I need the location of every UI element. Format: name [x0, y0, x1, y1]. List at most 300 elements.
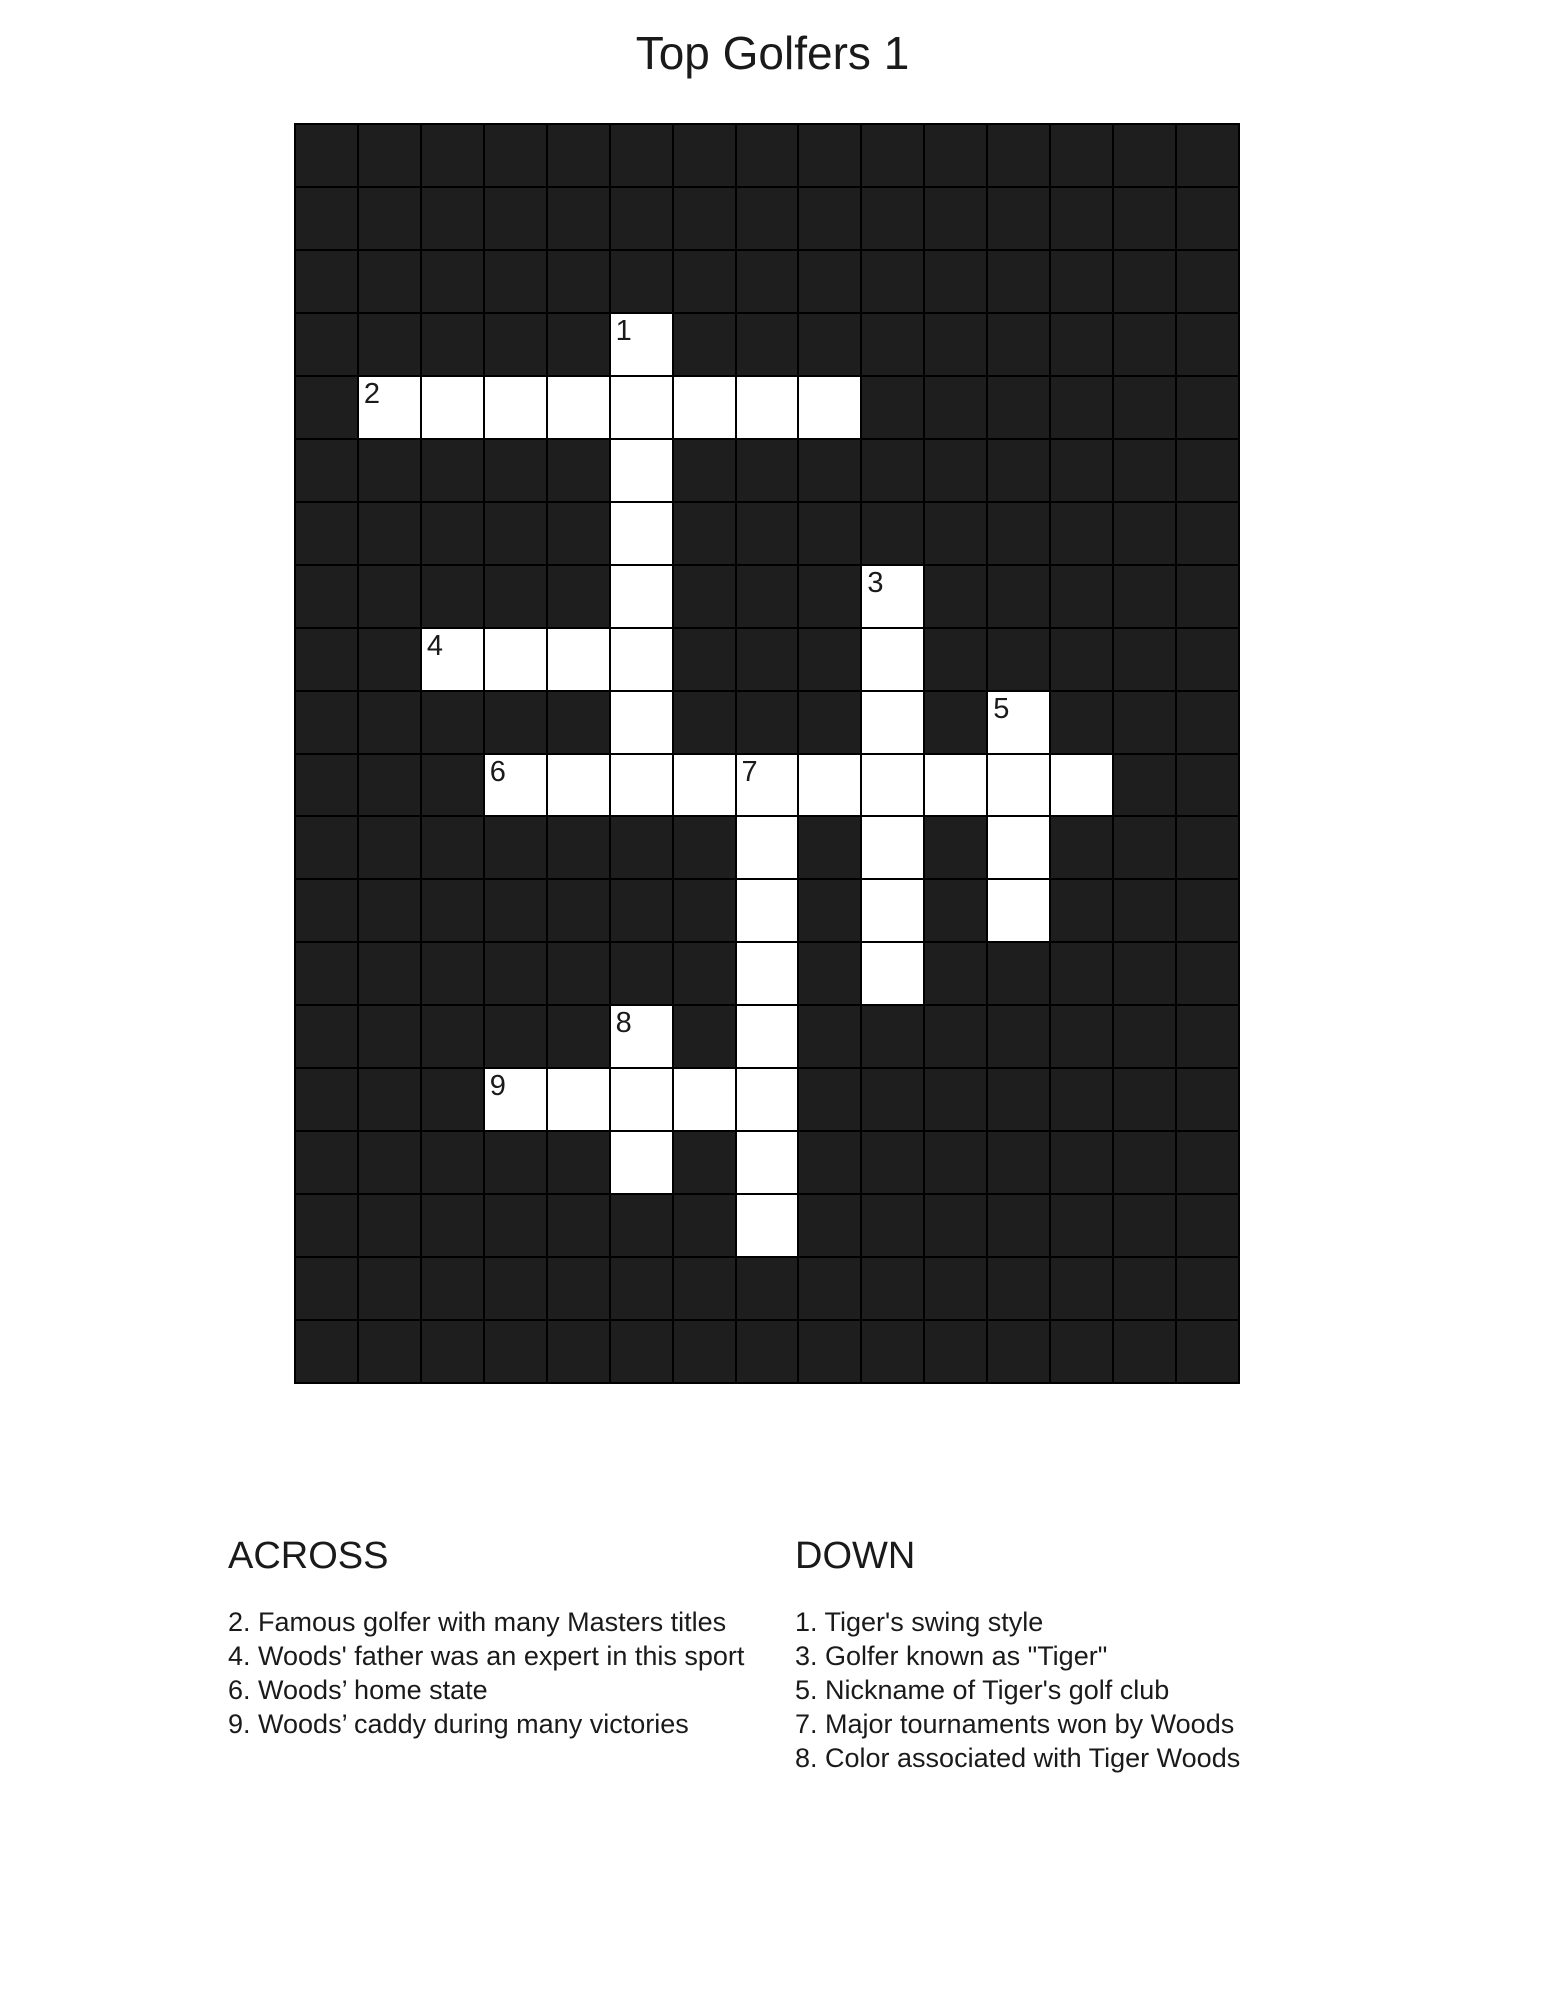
grid-cell-blocked	[548, 1321, 609, 1382]
grid-cell-blocked	[296, 440, 357, 501]
grid-cell-blocked	[1051, 503, 1112, 564]
grid-cell-blocked	[485, 314, 546, 375]
grid-cell-blocked	[988, 1069, 1049, 1130]
grid-cell-blocked	[1177, 251, 1238, 312]
grid-cell-open[interactable]	[548, 629, 609, 690]
grid-cell-blocked	[674, 440, 735, 501]
grid-cell-blocked	[988, 440, 1049, 501]
grid-cell-blocked	[485, 1006, 546, 1067]
grid-cell-blocked	[799, 1069, 860, 1130]
grid-cell-blocked	[548, 566, 609, 627]
grid-cell-blocked	[611, 188, 672, 249]
grid-cell-blocked	[925, 1321, 986, 1382]
grid-cell-blocked	[988, 1195, 1049, 1256]
grid-cell-blocked	[422, 125, 483, 186]
grid-cell-blocked	[925, 880, 986, 941]
grid-cell-open[interactable]	[611, 314, 672, 375]
grid-cell-open[interactable]	[485, 755, 546, 816]
grid-cell-open[interactable]	[737, 880, 798, 941]
grid-cell-blocked	[1177, 755, 1238, 816]
grid-cell-blocked	[1114, 880, 1175, 941]
grid-cell-blocked	[1114, 817, 1175, 878]
grid-cell-blocked	[1177, 1006, 1238, 1067]
grid-cell-blocked	[862, 251, 923, 312]
grid-cell-blocked	[799, 125, 860, 186]
grid-cell-blocked	[422, 943, 483, 1004]
grid-cell-blocked	[674, 692, 735, 753]
grid-cell-open[interactable]	[611, 1132, 672, 1193]
grid-cell-blocked	[359, 817, 420, 878]
grid-cell-blocked	[862, 1069, 923, 1130]
grid-cell-blocked	[862, 125, 923, 186]
grid-cell-blocked	[988, 1006, 1049, 1067]
grid-cell-blocked	[674, 880, 735, 941]
grid-cell-open[interactable]	[988, 755, 1049, 816]
clue-number: 4	[426, 629, 443, 662]
grid-cell-blocked	[422, 880, 483, 941]
across-clue: 2. Famous golfer with many Masters titles	[228, 1607, 727, 1637]
grid-cell-blocked	[737, 188, 798, 249]
grid-cell-blocked	[674, 1006, 735, 1067]
grid-cell-blocked	[737, 629, 798, 690]
clue-number: 5	[993, 692, 1010, 725]
grid-cell-blocked	[296, 1321, 357, 1382]
grid-cell-open[interactable]	[862, 629, 923, 690]
grid-cell-open[interactable]	[611, 1069, 672, 1130]
clue-number: 8	[615, 1007, 632, 1040]
clue-number: 1	[615, 314, 632, 347]
crossword-grid	[294, 123, 1240, 1384]
grid-cell-open[interactable]	[862, 755, 923, 816]
down-clue: 1. Tiger's swing style	[795, 1607, 1044, 1637]
grid-cell-blocked	[925, 1069, 986, 1130]
grid-cell-blocked	[737, 692, 798, 753]
grid-cell-blocked	[485, 692, 546, 753]
grid-cell-blocked	[925, 314, 986, 375]
grid-cell-open[interactable]	[799, 377, 860, 438]
grid-cell-open[interactable]	[737, 1069, 798, 1130]
grid-cell-blocked	[988, 188, 1049, 249]
grid-cell-open[interactable]	[611, 755, 672, 816]
grid-cell-blocked	[359, 1195, 420, 1256]
grid-cell-blocked	[296, 817, 357, 878]
grid-cell-blocked	[988, 1258, 1049, 1319]
grid-cell-blocked	[799, 503, 860, 564]
grid-cell-blocked	[674, 188, 735, 249]
grid-cell-blocked	[799, 817, 860, 878]
grid-cell-blocked	[1051, 440, 1112, 501]
grid-cell-open[interactable]	[674, 755, 735, 816]
grid-cell-blocked	[359, 503, 420, 564]
grid-cell-blocked	[611, 251, 672, 312]
grid-cell-blocked	[611, 943, 672, 1004]
grid-cell-blocked	[737, 1258, 798, 1319]
grid-cell-blocked	[925, 943, 986, 1004]
grid-cell-blocked	[1114, 1258, 1175, 1319]
grid-cell-blocked	[925, 377, 986, 438]
grid-cell-blocked	[485, 1132, 546, 1193]
grid-cell-blocked	[1177, 692, 1238, 753]
grid-cell-blocked	[1114, 1069, 1175, 1130]
grid-cell-blocked	[296, 251, 357, 312]
grid-cell-blocked	[799, 692, 860, 753]
grid-cell-open[interactable]	[422, 377, 483, 438]
grid-cell-blocked	[359, 314, 420, 375]
grid-cell-blocked	[296, 943, 357, 1004]
grid-cell-open[interactable]	[799, 755, 860, 816]
across-clue: 9. Woods’ caddy during many victories	[228, 1709, 689, 1739]
grid-cell-blocked	[422, 503, 483, 564]
grid-cell-blocked	[1177, 566, 1238, 627]
grid-cell-blocked	[548, 1195, 609, 1256]
grid-cell-blocked	[925, 125, 986, 186]
grid-cell-blocked	[1114, 1132, 1175, 1193]
grid-cell-blocked	[548, 251, 609, 312]
clue-number: 9	[489, 1070, 506, 1103]
grid-cell-blocked	[925, 503, 986, 564]
grid-cell-blocked	[862, 188, 923, 249]
grid-cell-blocked	[296, 755, 357, 816]
grid-cell-blocked	[799, 188, 860, 249]
grid-cell-blocked	[925, 440, 986, 501]
grid-cell-blocked	[485, 1258, 546, 1319]
grid-cell-blocked	[925, 188, 986, 249]
grid-cell-blocked	[1114, 1006, 1175, 1067]
grid-cell-blocked	[1177, 943, 1238, 1004]
grid-cell-open[interactable]	[988, 692, 1049, 753]
grid-cell-open[interactable]	[422, 629, 483, 690]
grid-cell-blocked	[548, 188, 609, 249]
grid-cell-open[interactable]	[548, 1069, 609, 1130]
grid-cell-blocked	[611, 1195, 672, 1256]
grid-cell-blocked	[296, 1069, 357, 1130]
grid-cell-blocked	[737, 440, 798, 501]
grid-cell-blocked	[988, 629, 1049, 690]
grid-cell-blocked	[862, 1321, 923, 1382]
grid-cell-blocked	[988, 566, 1049, 627]
grid-cell-blocked	[359, 1258, 420, 1319]
across-clue: 4. Woods' father was an expert in this sport	[228, 1641, 745, 1671]
grid-cell-blocked	[548, 1258, 609, 1319]
grid-cell-blocked	[296, 1195, 357, 1256]
grid-cell-blocked	[1177, 1069, 1238, 1130]
clue-number: 2	[363, 377, 381, 410]
grid-cell-blocked	[1051, 251, 1112, 312]
grid-cell-blocked	[925, 1006, 986, 1067]
grid-cell-blocked	[296, 188, 357, 249]
grid-cell-open[interactable]	[862, 566, 923, 627]
grid-cell-blocked	[422, 188, 483, 249]
grid-cell-blocked	[548, 440, 609, 501]
grid-cell-blocked	[485, 1195, 546, 1256]
grid-cell-blocked	[925, 251, 986, 312]
grid-cell-open[interactable]	[548, 755, 609, 816]
down-clue: 8. Color associated with Tiger Woods	[795, 1743, 1241, 1773]
down-heading: DOWN	[795, 1535, 916, 1577]
grid-cell-blocked	[296, 1132, 357, 1193]
grid-cell-open[interactable]	[548, 377, 609, 438]
grid-cell-blocked	[296, 314, 357, 375]
grid-cell-blocked	[862, 1195, 923, 1256]
grid-cell-blocked	[359, 692, 420, 753]
grid-cell-blocked	[485, 503, 546, 564]
grid-cell-blocked	[1114, 1321, 1175, 1382]
grid-cell-blocked	[422, 817, 483, 878]
grid-cell-blocked	[799, 943, 860, 1004]
grid-cell-open[interactable]	[737, 377, 798, 438]
grid-cell-blocked	[1051, 1069, 1112, 1130]
grid-cell-blocked	[862, 1132, 923, 1193]
grid-cell-open[interactable]	[1051, 755, 1112, 816]
grid-cell-blocked	[925, 1195, 986, 1256]
grid-cell-blocked	[674, 1258, 735, 1319]
grid-cell-blocked	[485, 440, 546, 501]
grid-cell-blocked	[296, 629, 357, 690]
grid-cell-blocked	[1051, 1006, 1112, 1067]
grid-cell-blocked	[674, 314, 735, 375]
grid-cell-blocked	[485, 880, 546, 941]
grid-cell-blocked	[1051, 1258, 1112, 1319]
grid-cell-blocked	[799, 566, 860, 627]
grid-cell-blocked	[422, 1321, 483, 1382]
grid-cell-blocked	[359, 1132, 420, 1193]
grid-cell-blocked	[799, 440, 860, 501]
grid-cell-blocked	[799, 1132, 860, 1193]
grid-cell-blocked	[1177, 125, 1238, 186]
grid-cell-blocked	[799, 1321, 860, 1382]
grid-cell-blocked	[422, 440, 483, 501]
grid-cell-blocked	[988, 1321, 1049, 1382]
grid-cell-blocked	[359, 566, 420, 627]
grid-cell-blocked	[737, 503, 798, 564]
grid-cell-blocked	[1114, 125, 1175, 186]
grid-cell-blocked	[485, 566, 546, 627]
grid-cell-blocked	[1177, 314, 1238, 375]
grid-cell-blocked	[548, 1132, 609, 1193]
grid-cell-blocked	[1114, 251, 1175, 312]
grid-cell-blocked	[422, 1258, 483, 1319]
grid-cell-open[interactable]	[485, 1069, 546, 1130]
grid-cell-blocked	[862, 1258, 923, 1319]
grid-cell-blocked	[1177, 1195, 1238, 1256]
grid-cell-blocked	[1114, 755, 1175, 816]
grid-cell-blocked	[359, 629, 420, 690]
grid-cell-blocked	[1051, 566, 1112, 627]
grid-cell-blocked	[359, 188, 420, 249]
grid-cell-blocked	[611, 125, 672, 186]
grid-cell-blocked	[674, 503, 735, 564]
grid-cell-open[interactable]	[737, 1006, 798, 1067]
grid-cell-blocked	[1051, 1195, 1112, 1256]
grid-cell-blocked	[988, 503, 1049, 564]
grid-cell-blocked	[1177, 1258, 1238, 1319]
grid-cell-blocked	[988, 377, 1049, 438]
grid-cell-open[interactable]	[737, 943, 798, 1004]
grid-cell-blocked	[422, 755, 483, 816]
grid-cell-blocked	[548, 943, 609, 1004]
grid-cell-blocked	[1177, 880, 1238, 941]
grid-cell-open[interactable]	[359, 377, 420, 438]
grid-cell-blocked	[296, 692, 357, 753]
clue-number: 3	[867, 566, 884, 599]
grid-cell-blocked	[925, 692, 986, 753]
grid-cell-blocked	[1177, 503, 1238, 564]
page-title: Top Golfers 1	[635, 27, 910, 79]
grid-cell-blocked	[296, 1258, 357, 1319]
grid-cell-blocked	[359, 440, 420, 501]
grid-cell-blocked	[422, 1006, 483, 1067]
grid-cell-blocked	[422, 692, 483, 753]
grid-cell-open[interactable]	[611, 566, 672, 627]
across-clue: 6. Woods’ home state	[228, 1675, 488, 1705]
grid-cell-blocked	[988, 943, 1049, 1004]
grid-cell-blocked	[925, 817, 986, 878]
grid-cell-open[interactable]	[737, 755, 798, 816]
grid-cell-blocked	[359, 1069, 420, 1130]
grid-cell-blocked	[1051, 188, 1112, 249]
grid-cell-open[interactable]	[611, 629, 672, 690]
grid-cell-open[interactable]	[737, 817, 798, 878]
grid-cell-open[interactable]	[737, 1132, 798, 1193]
grid-cell-open[interactable]	[611, 1006, 672, 1067]
grid-cell-blocked	[296, 503, 357, 564]
grid-cell-blocked	[1114, 1195, 1175, 1256]
grid-cell-blocked	[1051, 817, 1112, 878]
grid-cell-blocked	[296, 377, 357, 438]
grid-cell-open[interactable]	[988, 817, 1049, 878]
grid-cell-blocked	[1114, 943, 1175, 1004]
grid-cell-blocked	[988, 1132, 1049, 1193]
grid-cell-blocked	[862, 440, 923, 501]
grid-cell-blocked	[548, 125, 609, 186]
grid-cell-blocked	[1051, 880, 1112, 941]
grid-cell-blocked	[674, 817, 735, 878]
down-clue: 7. Major tournaments won by Woods	[795, 1709, 1235, 1739]
grid-cell-blocked	[737, 125, 798, 186]
grid-cell-blocked	[1114, 314, 1175, 375]
grid-cell-open[interactable]	[611, 377, 672, 438]
grid-cell-open[interactable]	[611, 503, 672, 564]
across-clues-section	[228, 1535, 748, 1742]
grid-cell-blocked	[485, 943, 546, 1004]
grid-cell-open[interactable]	[485, 377, 546, 438]
down-clue: 5. Nickname of Tiger's golf club	[795, 1675, 1170, 1705]
across-heading: ACROSS	[228, 1535, 389, 1577]
grid-cell-blocked	[1114, 629, 1175, 690]
grid-cell-blocked	[737, 314, 798, 375]
grid-cell-blocked	[988, 314, 1049, 375]
grid-cell-blocked	[422, 1069, 483, 1130]
grid-cell-blocked	[548, 1006, 609, 1067]
grid-cell-blocked	[925, 1132, 986, 1193]
grid-cell-blocked	[359, 1321, 420, 1382]
grid-cell-blocked	[611, 1258, 672, 1319]
grid-cell-blocked	[1177, 1132, 1238, 1193]
grid-cell-blocked	[1051, 314, 1112, 375]
grid-cell-blocked	[611, 880, 672, 941]
grid-cell-blocked	[422, 314, 483, 375]
grid-cell-blocked	[862, 1006, 923, 1067]
grid-cell-blocked	[1051, 692, 1112, 753]
grid-cell-blocked	[359, 125, 420, 186]
grid-cell-blocked	[485, 188, 546, 249]
grid-cell-blocked	[737, 1321, 798, 1382]
grid-cell-blocked	[1114, 188, 1175, 249]
grid-cell-blocked	[674, 1321, 735, 1382]
grid-cell-blocked	[1177, 188, 1238, 249]
grid-cell-blocked	[1114, 566, 1175, 627]
grid-cell-blocked	[485, 817, 546, 878]
down-clue-list	[795, 1606, 1315, 1775]
grid-cell-open[interactable]	[611, 692, 672, 753]
grid-cell-blocked	[422, 251, 483, 312]
grid-cell-blocked	[799, 314, 860, 375]
grid-cell-blocked	[485, 1321, 546, 1382]
grid-cell-blocked	[548, 817, 609, 878]
grid-cell-blocked	[674, 1132, 735, 1193]
grid-cell-blocked	[548, 503, 609, 564]
grid-cell-open[interactable]	[737, 1195, 798, 1256]
grid-cell-blocked	[485, 251, 546, 312]
grid-cell-blocked	[1177, 377, 1238, 438]
grid-cell-blocked	[799, 1195, 860, 1256]
grid-cell-open[interactable]	[862, 692, 923, 753]
grid-cell-blocked	[1051, 1321, 1112, 1382]
grid-cell-blocked	[422, 566, 483, 627]
grid-cell-blocked	[359, 251, 420, 312]
grid-cell-blocked	[296, 566, 357, 627]
grid-cell-blocked	[359, 755, 420, 816]
grid-cell-blocked	[611, 817, 672, 878]
grid-cell-blocked	[359, 880, 420, 941]
grid-cell-blocked	[548, 314, 609, 375]
grid-cell-blocked	[862, 377, 923, 438]
grid-cell-blocked	[988, 251, 1049, 312]
grid-cell-blocked	[422, 1195, 483, 1256]
grid-cell-blocked	[925, 1258, 986, 1319]
grid-cell-open[interactable]	[925, 755, 986, 816]
grid-cell-blocked	[799, 1006, 860, 1067]
grid-cell-blocked	[611, 1321, 672, 1382]
grid-cell-blocked	[1114, 440, 1175, 501]
grid-cell-blocked	[1051, 377, 1112, 438]
grid-cell-blocked	[296, 1006, 357, 1067]
grid-cell-blocked	[988, 125, 1049, 186]
grid-cell-blocked	[1177, 1321, 1238, 1382]
grid-cell-blocked	[862, 503, 923, 564]
grid-cell-open[interactable]	[862, 880, 923, 941]
grid-cell-blocked	[925, 629, 986, 690]
grid-cell-open[interactable]	[988, 880, 1049, 941]
grid-cell-blocked	[296, 880, 357, 941]
grid-cell-blocked	[1114, 692, 1175, 753]
grid-cell-blocked	[674, 943, 735, 1004]
grid-cell-blocked	[737, 251, 798, 312]
grid-cell-open[interactable]	[674, 377, 735, 438]
grid-cell-open[interactable]	[862, 817, 923, 878]
grid-cell-open[interactable]	[611, 440, 672, 501]
grid-cell-blocked	[548, 880, 609, 941]
grid-cell-open[interactable]	[674, 1069, 735, 1130]
grid-cell-blocked	[422, 1132, 483, 1193]
grid-cell-blocked	[359, 943, 420, 1004]
grid-cell-blocked	[674, 125, 735, 186]
grid-cell-blocked	[359, 1006, 420, 1067]
grid-cell-blocked	[674, 629, 735, 690]
grid-cell-open[interactable]	[862, 943, 923, 1004]
across-clue-list	[228, 1606, 748, 1741]
grid-cell-open[interactable]	[485, 629, 546, 690]
